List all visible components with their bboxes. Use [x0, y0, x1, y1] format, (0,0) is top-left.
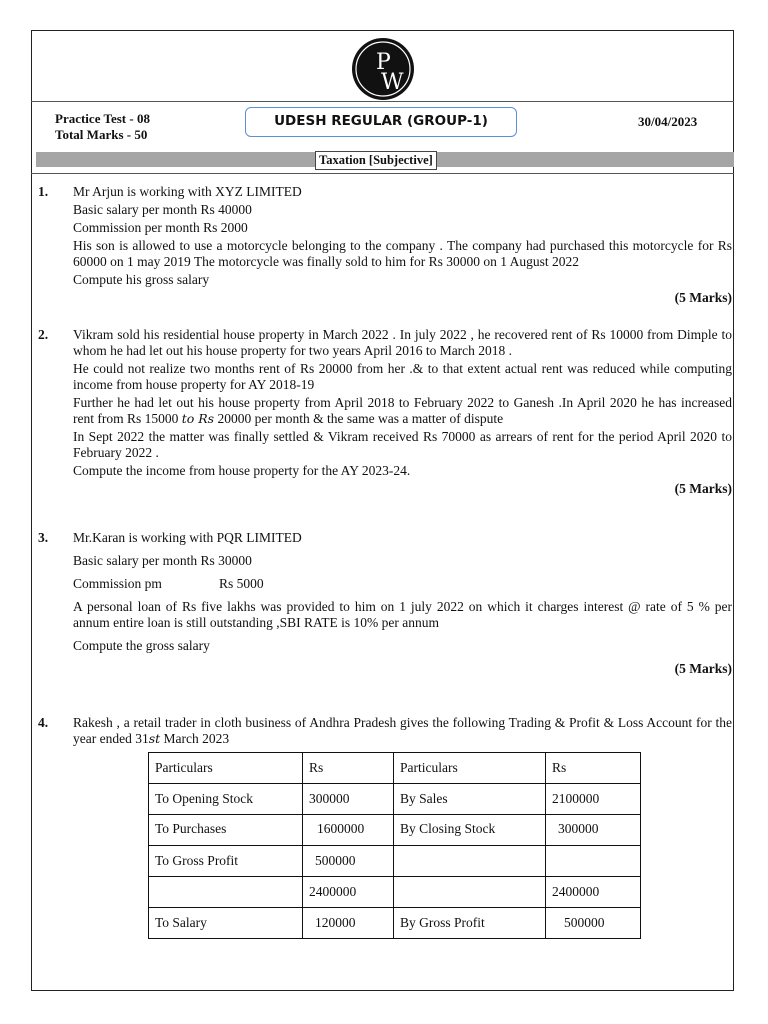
table-cell: To Gross Profit [149, 846, 303, 877]
trading-account-table [148, 752, 641, 939]
question-line [73, 715, 732, 747]
question-line: Mr.Karan is working with PQR LIMITED [73, 530, 302, 545]
question-4 [38, 715, 732, 749]
question-number: 4. [38, 715, 49, 730]
commission-label: Commission pm [73, 576, 162, 591]
math-text: to Rs [181, 411, 215, 426]
table-cell: 500000 [303, 846, 394, 877]
question-number: 1. [38, 184, 49, 199]
test-info [55, 111, 150, 143]
commission-value: Rs 5000 [219, 576, 264, 591]
question-line [73, 395, 732, 427]
question-line: He could not realize two months rent of Rs 20000 from her .& to that extent actual rent was reduced while computing income from house property for AY 2018-19 [73, 361, 732, 392]
question-line: Vikram sold his residential house property in March 2022 . In july 2022 , he recovered rent of Rs 10000 from Dimple to whom he had let out his house property for two years April 2016 to March 2018 . [73, 327, 732, 358]
question-line: Compute the income from house property for the AY 2023-24. [73, 463, 411, 478]
table-cell: 300000 [546, 815, 641, 846]
table-row [149, 846, 641, 877]
table-cell: 120000 [303, 908, 394, 939]
total-marks-label: Total Marks - 50 [55, 127, 148, 142]
table-cell: To Purchases [149, 815, 303, 846]
table-cell: Particulars [394, 753, 546, 784]
table-cell: 1600000 [303, 815, 394, 846]
marks-label: (5 Marks) [674, 290, 732, 305]
question-text: 20000 per month & the same was a matter of dispute [217, 411, 504, 426]
table-cell: To Opening Stock [149, 784, 303, 815]
question-3 [38, 530, 732, 677]
subject-label: Taxation [Subjective] [315, 151, 437, 170]
question-text: Rakesh , a retail trader in cloth business of Andhra Pradesh gives the following Trading & Profit & Loss Account for the year ended 31 [73, 715, 732, 746]
question-number: 3. [38, 530, 49, 545]
table-cell: 2400000 [303, 877, 394, 908]
table-row [149, 815, 641, 846]
test-date: 30/04/2023 [638, 114, 698, 129]
table-cell [546, 846, 641, 877]
table-row [149, 784, 641, 815]
table-cell: By Gross Profit [394, 908, 546, 939]
question-line: Commission per month Rs 2000 [73, 220, 248, 235]
question-line: Mr Arjun is working with XYZ LIMITED [73, 184, 302, 199]
question-2 [38, 327, 732, 497]
marks-label: (5 Marks) [674, 661, 732, 676]
table-cell: 2100000 [546, 784, 641, 815]
question-number: 2. [38, 327, 49, 342]
question-line: Basic salary per month Rs 30000 [73, 553, 252, 568]
table-cell: 2400000 [546, 877, 641, 908]
table-cell: Rs [303, 753, 394, 784]
header-divider [31, 101, 734, 102]
question-text: March 2023 [160, 731, 230, 746]
pw-logo [351, 37, 415, 101]
marks-label: (5 Marks) [674, 481, 732, 496]
table-cell: By Sales [394, 784, 546, 815]
question-line: His son is allowed to use a motorcycle belonging to the company . The company had purchased this motorcycle for Rs 60000 on 1 may 2019 The motorcycle was finally sold to him for Rs 30000 on 1 August 2022 [73, 238, 732, 269]
table-cell: Rs [546, 753, 641, 784]
question-text: Further he had let out his house property from April 2018 to February 2022 to Ganesh .In April 2020 he has increased rent from Rs 15000 [73, 395, 732, 426]
table-cell: Particulars [149, 753, 303, 784]
table-cell: 500000 [546, 908, 641, 939]
table-cell [394, 877, 546, 908]
table-row [149, 753, 641, 784]
table-cell [394, 846, 546, 877]
question-line: Basic salary per month Rs 40000 [73, 202, 252, 217]
table-cell: By Closing Stock [394, 815, 546, 846]
math-text: st [148, 731, 161, 746]
question-line: Compute his gross salary [73, 272, 210, 287]
practice-test-label: Practice Test - 08 [55, 111, 150, 126]
table-row [149, 908, 641, 939]
question-line: In Sept 2022 the matter was finally settled & Vikram received Rs 70000 as arrears of rent for the period April 2020 to February 2022 . [73, 429, 732, 460]
table-cell: 300000 [303, 784, 394, 815]
question-1 [38, 184, 732, 306]
question-line: Compute the gross salary [73, 638, 210, 653]
svg-text:W: W [381, 70, 404, 95]
table-row [149, 877, 641, 908]
question-line [73, 576, 732, 592]
question-line: A personal loan of Rs five lakhs was provided to him on 1 july 2022 on which it charges interest @ rate of 5 % per annum entire loan is still outstanding ,SBI RATE is 10% per annum [73, 599, 732, 630]
subject-divider [31, 173, 734, 174]
table-cell: To Salary [149, 908, 303, 939]
svg-text:P: P [376, 50, 391, 75]
group-title: UDESH REGULAR (GROUP-1) [245, 107, 517, 137]
table-cell [149, 877, 303, 908]
